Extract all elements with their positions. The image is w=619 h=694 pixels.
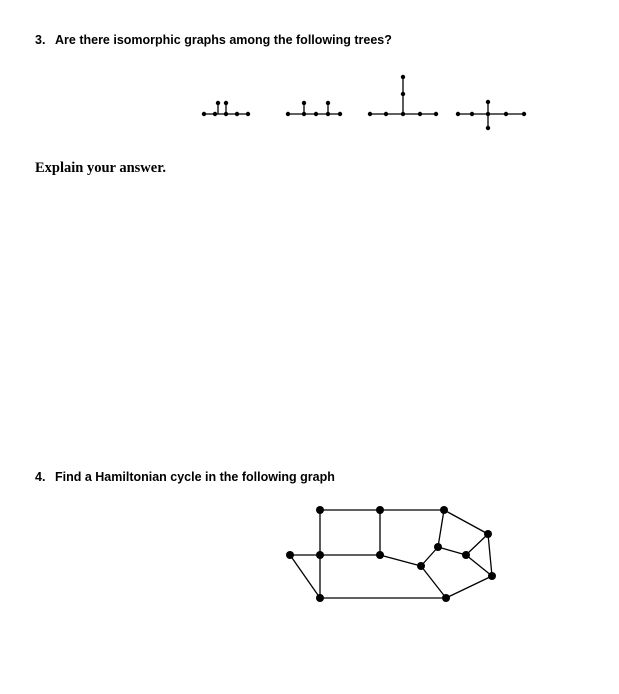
tree-3-vertex — [401, 92, 405, 96]
graph-edge — [438, 547, 466, 555]
tree-2-vertex — [302, 101, 306, 105]
question-3-number: 3. — [35, 33, 46, 47]
tree-3 — [368, 75, 438, 116]
hamiltonian-graph — [280, 500, 500, 610]
graph-vertex — [442, 594, 450, 602]
tree-2-vertex — [314, 112, 318, 116]
tree-2-vertex — [326, 112, 330, 116]
graph-vertex — [434, 543, 442, 551]
tree-4-vertex — [522, 112, 526, 116]
tree-4-vertex — [456, 112, 460, 116]
tree-2-vertex — [302, 112, 306, 116]
tree-1-vertex — [213, 112, 217, 116]
tree-1-vertex — [224, 101, 228, 105]
tree-3-vertex — [401, 75, 405, 79]
tree-4-vertex — [486, 112, 490, 116]
tree-2-vertex — [338, 112, 342, 116]
graph-vertex — [316, 594, 324, 602]
graph-vertex — [484, 530, 492, 538]
graph-edge — [290, 555, 320, 598]
graph-edge — [380, 555, 421, 566]
tree-2-vertex — [326, 101, 330, 105]
graph-vertex — [376, 506, 384, 514]
tree-3-vertex — [434, 112, 438, 116]
graph-vertex — [417, 562, 425, 570]
tree-1-vertex — [235, 112, 239, 116]
tree-3-vertex — [384, 112, 388, 116]
question-3-heading — [35, 34, 392, 47]
tree-3-vertex — [401, 112, 405, 116]
graph-vertex — [462, 551, 470, 559]
graph-vertex — [316, 551, 324, 559]
tree-1-vertex — [246, 112, 250, 116]
tree-2-vertex — [286, 112, 290, 116]
graph-edge — [446, 576, 492, 598]
tree-2 — [286, 101, 342, 116]
tree-3-vertex — [368, 112, 372, 116]
graph-vertices — [286, 506, 496, 602]
tree-1-vertex — [224, 112, 228, 116]
graph-edge — [466, 534, 488, 555]
tree-4-vertex — [486, 100, 490, 104]
graph-vertex — [488, 572, 496, 580]
question-3-text: Are there isomorphic graphs among the following trees? — [55, 33, 392, 47]
question-4-heading — [35, 471, 335, 484]
trees-figure — [200, 72, 528, 136]
tree-4-vertex — [504, 112, 508, 116]
graph-edge — [421, 566, 446, 598]
question-4-number: 4. — [35, 470, 46, 484]
graph-vertex — [316, 506, 324, 514]
graph-edge — [488, 534, 492, 576]
tree-4-vertex — [486, 126, 490, 130]
tree-1-vertex — [202, 112, 206, 116]
graph-edge — [466, 555, 492, 576]
graph-edge — [438, 510, 444, 547]
graph-vertex — [376, 551, 384, 559]
question-4-text: Find a Hamiltonian cycle in the following graph — [55, 470, 335, 484]
explain-prompt: Explain your answer. — [35, 160, 166, 176]
tree-4 — [456, 100, 526, 130]
graph-edge — [444, 510, 488, 534]
graph-vertex — [440, 506, 448, 514]
tree-3-vertex — [418, 112, 422, 116]
tree-4-vertex — [470, 112, 474, 116]
graph-vertex — [286, 551, 294, 559]
tree-1 — [202, 101, 250, 116]
tree-1-vertex — [216, 101, 220, 105]
